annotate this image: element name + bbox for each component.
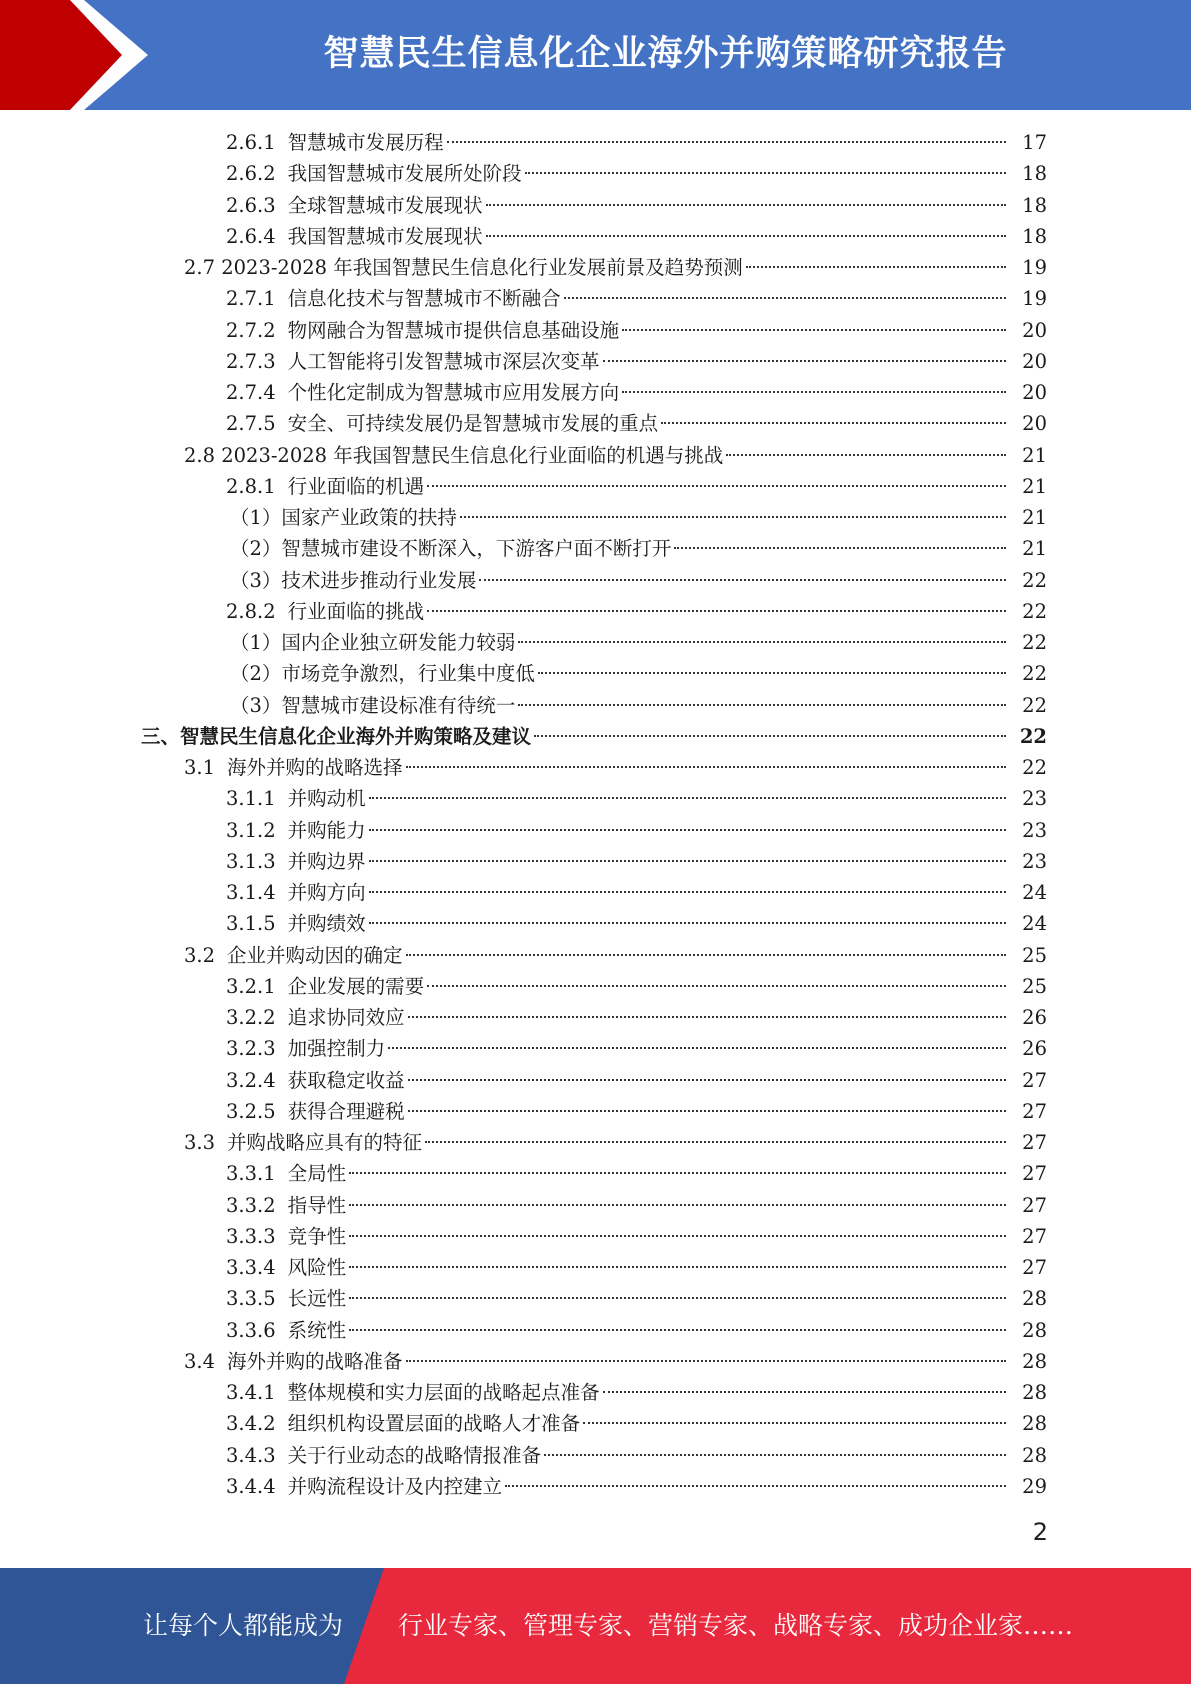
toc-entry-title: （1）国内企业独立研发能力较弱 (230, 631, 516, 654)
toc-entry[interactable] (0, 346, 1191, 377)
toc-entry[interactable] (0, 221, 1191, 252)
toc-entry-number: 3.4.1 (226, 1381, 276, 1404)
toc-entry-title: 物网融合为智慧城市提供信息基础设施 (287, 318, 620, 342)
toc-page-number: 22 (1022, 693, 1047, 717)
toc-entry-title: 全球智慧城市发展现状 (287, 193, 483, 217)
toc-entry-title: 竞争性 (287, 1224, 347, 1248)
toc-entry-title: 行业面临的挑战 (287, 599, 425, 623)
table-of-contents (0, 127, 1191, 1502)
toc-entry-number: 2.7.5 (226, 412, 276, 436)
toc-entry[interactable] (0, 1127, 1191, 1158)
toc-dot-leader (460, 516, 1006, 518)
toc-entry-number: 2.7 (184, 256, 216, 279)
toc-dot-leader (408, 1079, 1006, 1081)
toc-entry[interactable] (0, 1440, 1191, 1471)
toc-entry-number: 3.3.5 (226, 1287, 276, 1311)
toc-entry-title: 整体规模和实力层面的战略起点准备 (287, 1381, 600, 1404)
toc-entry[interactable] (0, 1408, 1191, 1439)
toc-page-number: 19 (1022, 287, 1047, 311)
toc-entry[interactable] (0, 1033, 1191, 1064)
toc-entry[interactable] (0, 1283, 1191, 1314)
toc-entry[interactable] (0, 377, 1191, 408)
toc-dot-leader (518, 704, 1006, 706)
toc-entry-title: 海外并购的战略准备 (227, 1349, 403, 1373)
toc-entry[interactable] (0, 471, 1191, 502)
toc-entry-number: 3.3.3 (226, 1224, 276, 1248)
toc-entry[interactable] (0, 158, 1191, 189)
toc-dot-leader (349, 1329, 1006, 1331)
toc-page-number: 21 (1022, 443, 1047, 467)
toc-entry-title: 行业面临的机遇 (287, 474, 425, 498)
toc-page-number: 28 (1022, 1349, 1047, 1373)
toc-entry[interactable] (0, 658, 1191, 689)
page-number: 2 (1032, 1518, 1048, 1546)
toc-entry[interactable] (0, 908, 1191, 939)
toc-entry-title: 获取稳定收益 (287, 1068, 405, 1092)
toc-page-number: 19 (1022, 256, 1047, 279)
toc-dot-leader (538, 672, 1006, 674)
toc-entry-number: 2.8.2 (226, 599, 276, 623)
toc-page-number: 21 (1022, 537, 1047, 561)
report-title: 智慧民生信息化企业海外并购策略研究报告 (323, 34, 1008, 74)
footer-banner (0, 1568, 1191, 1684)
toc-entry[interactable] (0, 1096, 1191, 1127)
toc-dot-leader (726, 454, 1006, 456)
toc-dot-leader (369, 891, 1006, 893)
toc-entry[interactable] (0, 783, 1191, 814)
toc-entry-title: 并购方向 (287, 881, 366, 904)
toc-entry-title: 三、智慧民生信息化企业海外并购策略及建议 (141, 724, 532, 748)
toc-dot-leader (369, 922, 1006, 924)
toc-dot-leader (408, 1016, 1006, 1018)
toc-dot-leader (369, 829, 1006, 831)
toc-entry[interactable] (0, 1002, 1191, 1033)
toc-entry[interactable] (0, 1190, 1191, 1221)
toc-entry[interactable] (0, 1158, 1191, 1189)
toc-entry[interactable] (0, 971, 1191, 1002)
toc-entry[interactable] (0, 440, 1191, 471)
toc-page-number: 25 (1022, 974, 1047, 998)
toc-entry-number: 3.3.4 (226, 1256, 276, 1279)
toc-entry-title: 2023-2028 年我国智慧民生信息化行业面临的机遇与挑战 (221, 443, 724, 467)
toc-page-number: 25 (1022, 943, 1047, 967)
toc-page-number: 20 (1022, 381, 1047, 404)
toc-entry-number: 2.6.1 (226, 131, 276, 154)
toc-page-number: 20 (1022, 349, 1047, 373)
toc-entry-title: 智慧城市发展历程 (287, 131, 444, 154)
toc-dot-leader (427, 985, 1006, 987)
toc-entry[interactable] (0, 252, 1191, 283)
toc-page-number: 26 (1022, 1006, 1047, 1029)
toc-page-number: 27 (1022, 1193, 1047, 1217)
toc-entry-number: 3.4.2 (226, 1412, 276, 1436)
toc-dot-leader (349, 1204, 1006, 1206)
toc-entry-title: 我国智慧城市发展所处阶段 (287, 162, 522, 186)
toc-entry-title: 并购流程设计及内控建立 (287, 1474, 503, 1498)
toc-page-number: 18 (1022, 193, 1047, 217)
toc-page-number: 24 (1022, 881, 1047, 904)
toc-dot-leader (603, 360, 1006, 362)
toc-dot-leader (603, 1391, 1006, 1393)
toc-dot-leader (369, 860, 1006, 862)
toc-entry[interactable] (0, 533, 1191, 564)
toc-page-number: 28 (1022, 1318, 1047, 1342)
toc-entry[interactable] (0, 596, 1191, 627)
toc-entry[interactable] (0, 1315, 1191, 1346)
toc-dot-leader (349, 1172, 1006, 1174)
toc-entry[interactable] (0, 315, 1191, 346)
toc-entry-number: 2.8 (184, 443, 216, 467)
toc-entry[interactable] (0, 940, 1191, 971)
toc-dot-leader (622, 391, 1006, 393)
toc-entry-title: 企业发展的需要 (287, 974, 425, 998)
toc-dot-leader (349, 1266, 1006, 1268)
toc-entry[interactable] (0, 502, 1191, 533)
toc-dot-leader (564, 297, 1006, 299)
toc-page-number: 27 (1022, 1162, 1047, 1186)
toc-entry-number: 2.7.1 (226, 287, 276, 311)
toc-entry-number: 3.4.3 (226, 1443, 276, 1467)
toc-entry-title: 追求协同效应 (287, 1006, 405, 1029)
toc-page-number: 22 (1019, 724, 1047, 748)
toc-entry-title: 2023-2028 年我国智慧民生信息化行业发展前景及趋势预测 (221, 256, 743, 279)
toc-page-number: 20 (1022, 318, 1047, 342)
toc-entry-title: （1）国家产业政策的扶持 (230, 506, 457, 529)
toc-entry-title: 指导性 (287, 1193, 347, 1217)
toc-entry-number: 3.2.2 (226, 1006, 276, 1029)
toc-entry[interactable] (0, 815, 1191, 846)
toc-entry[interactable] (0, 846, 1191, 877)
toc-entry-title: 信息化技术与智慧城市不断融合 (287, 287, 561, 311)
toc-entry-number: 3.3.6 (226, 1318, 276, 1342)
toc-dot-leader (388, 1047, 1006, 1049)
toc-entry-number: 2.6.4 (226, 224, 276, 248)
toc-entry-title: （3）技术进步推动行业发展 (230, 568, 477, 592)
toc-entry[interactable] (0, 752, 1191, 783)
toc-entry-number: 3.3.2 (226, 1193, 276, 1217)
toc-page-number: 27 (1022, 1131, 1047, 1154)
toc-page-number: 22 (1022, 599, 1047, 623)
toc-page-number: 28 (1022, 1287, 1047, 1311)
toc-dot-leader (447, 141, 1006, 143)
toc-page-number: 28 (1022, 1412, 1047, 1436)
toc-page-number: 28 (1022, 1381, 1047, 1404)
toc-entry[interactable] (0, 408, 1191, 439)
toc-page-number: 28 (1022, 1443, 1047, 1467)
toc-entry[interactable] (0, 1471, 1191, 1502)
toc-entry[interactable] (0, 1346, 1191, 1377)
toc-entry[interactable] (0, 877, 1191, 908)
toc-dot-leader (525, 172, 1006, 174)
footer-slogan-left: 让每个人都能成为 (143, 1611, 344, 1640)
toc-dot-leader (534, 735, 1006, 737)
toc-entry-title: （3）智慧城市建设标准有待统一 (230, 693, 516, 717)
toc-page-number: 22 (1022, 756, 1047, 779)
toc-page-number: 18 (1022, 162, 1047, 186)
toc-page-number: 24 (1022, 912, 1047, 936)
toc-entry-number: 3.4 (184, 1349, 216, 1373)
toc-dot-leader (349, 1235, 1006, 1237)
toc-dot-leader (427, 610, 1006, 612)
toc-page-number: 22 (1022, 568, 1047, 592)
toc-dot-leader (425, 1141, 1006, 1143)
toc-page-number: 18 (1022, 224, 1047, 248)
toc-entry[interactable] (0, 1377, 1191, 1408)
toc-entry[interactable] (0, 690, 1191, 721)
toc-dot-leader (406, 766, 1006, 768)
toc-dot-leader (486, 235, 1006, 237)
toc-entry-title: 并购动机 (287, 787, 366, 811)
toc-entry-number: 3.1.3 (226, 849, 276, 873)
toc-entry-title: 并购能力 (287, 818, 366, 842)
toc-dot-leader (349, 1297, 1006, 1299)
toc-dot-leader (583, 1422, 1006, 1424)
toc-dot-leader (369, 797, 1006, 799)
footer-slogan-right: 行业专家、管理专家、营销专家、战略专家、成功企业家…… (398, 1611, 1074, 1640)
toc-dot-leader (622, 329, 1006, 331)
toc-page-number: 22 (1022, 662, 1047, 686)
toc-dot-leader (427, 485, 1006, 487)
toc-dot-leader (544, 1454, 1006, 1456)
toc-entry-title: 系统性 (287, 1318, 347, 1342)
toc-dot-leader (518, 641, 1006, 643)
toc-page-number: 26 (1022, 1037, 1047, 1061)
toc-entry-title: 并购绩效 (287, 912, 366, 936)
toc-entry-title: 风险性 (287, 1256, 347, 1279)
toc-page-number: 23 (1022, 818, 1047, 842)
toc-entry-title: （2）市场竞争激烈，行业集中度低 (230, 662, 535, 686)
toc-entry[interactable] (0, 721, 1191, 752)
toc-dot-leader (746, 266, 1006, 268)
toc-page-number: 21 (1022, 474, 1047, 498)
toc-dot-leader (505, 1485, 1006, 1487)
toc-entry[interactable] (0, 1065, 1191, 1096)
toc-entry-title: 组织机构设置层面的战略人才准备 (287, 1412, 581, 1436)
toc-entry-title: 并购边界 (287, 849, 366, 873)
toc-entry-number: 3.1.2 (226, 818, 276, 842)
toc-entry-title: 加强控制力 (287, 1037, 386, 1061)
toc-page-number: 20 (1022, 412, 1047, 436)
toc-page-number: 27 (1022, 1224, 1047, 1248)
toc-entry-number: 3.3 (184, 1131, 216, 1154)
toc-entry-number: 3.1 (184, 756, 216, 779)
toc-page-number: 21 (1022, 506, 1047, 529)
toc-page-number: 27 (1022, 1099, 1047, 1123)
toc-entry-number: 3.4.4 (226, 1474, 276, 1498)
toc-entry-number: 2.7.4 (226, 381, 276, 404)
toc-entry-number: 3.2.1 (226, 974, 276, 998)
toc-page-number: 23 (1022, 787, 1047, 811)
toc-entry-title: 关于行业动态的战略情报准备 (287, 1443, 542, 1467)
toc-entry-title: 我国智慧城市发展现状 (287, 224, 483, 248)
toc-entry-number: 3.1.5 (226, 912, 276, 936)
toc-page-number: 23 (1022, 849, 1047, 873)
toc-entry[interactable] (0, 627, 1191, 658)
toc-entry-title: 个性化定制成为智慧城市应用发展方向 (287, 381, 620, 404)
toc-entry-number: 3.3.1 (226, 1162, 276, 1186)
toc-dot-leader (408, 1110, 1006, 1112)
toc-entry[interactable] (0, 565, 1191, 596)
toc-dot-leader (479, 579, 1006, 581)
toc-page-number: 17 (1022, 131, 1047, 154)
toc-dot-leader (406, 954, 1006, 956)
toc-dot-leader (661, 422, 1006, 424)
toc-entry-number: 3.2.3 (226, 1037, 276, 1061)
toc-page-number: 29 (1022, 1474, 1047, 1498)
toc-entry-number: 2.8.1 (226, 474, 276, 498)
toc-entry-title: 并购战略应具有的特征 (227, 1131, 423, 1154)
toc-entry-number: 2.6.2 (226, 162, 276, 186)
toc-dot-leader (406, 1360, 1006, 1362)
toc-entry-title: 安全、可持续发展仍是智慧城市发展的重点 (287, 412, 659, 436)
toc-entry-number: 3.1.1 (226, 787, 276, 811)
toc-page-number: 27 (1022, 1068, 1047, 1092)
toc-entry[interactable] (0, 283, 1191, 314)
toc-entry-title: 企业并购动因的确定 (227, 943, 403, 967)
toc-entry-number: 3.2.4 (226, 1068, 276, 1092)
toc-entry-title: 全局性 (287, 1162, 347, 1186)
toc-entry[interactable] (0, 190, 1191, 221)
toc-entry-number: 3.1.4 (226, 881, 276, 904)
toc-entry-title: 海外并购的战略选择 (227, 756, 403, 779)
toc-entry-title: （2）智慧城市建设不断深入，下游客户面不断打开 (230, 537, 672, 561)
toc-entry-number: 3.2.5 (226, 1099, 276, 1123)
toc-entry-number: 2.7.3 (226, 349, 276, 373)
toc-entry-title: 人工智能将引发智慧城市深层次变革 (287, 349, 600, 373)
toc-entry-number: 2.6.3 (226, 193, 276, 217)
toc-dot-leader (486, 204, 1006, 206)
toc-entry[interactable] (0, 1221, 1191, 1252)
toc-page-number: 22 (1022, 631, 1047, 654)
toc-entry[interactable] (0, 127, 1191, 158)
header-banner (0, 0, 1191, 110)
toc-dot-leader (674, 547, 1006, 549)
toc-entry[interactable] (0, 1252, 1191, 1283)
toc-entry-title: 长远性 (287, 1287, 347, 1311)
toc-entry-number: 3.2 (184, 943, 216, 967)
toc-entry-number: 2.7.2 (226, 318, 276, 342)
toc-entry-title: 获得合理避税 (287, 1099, 405, 1123)
toc-page-number: 27 (1022, 1256, 1047, 1279)
